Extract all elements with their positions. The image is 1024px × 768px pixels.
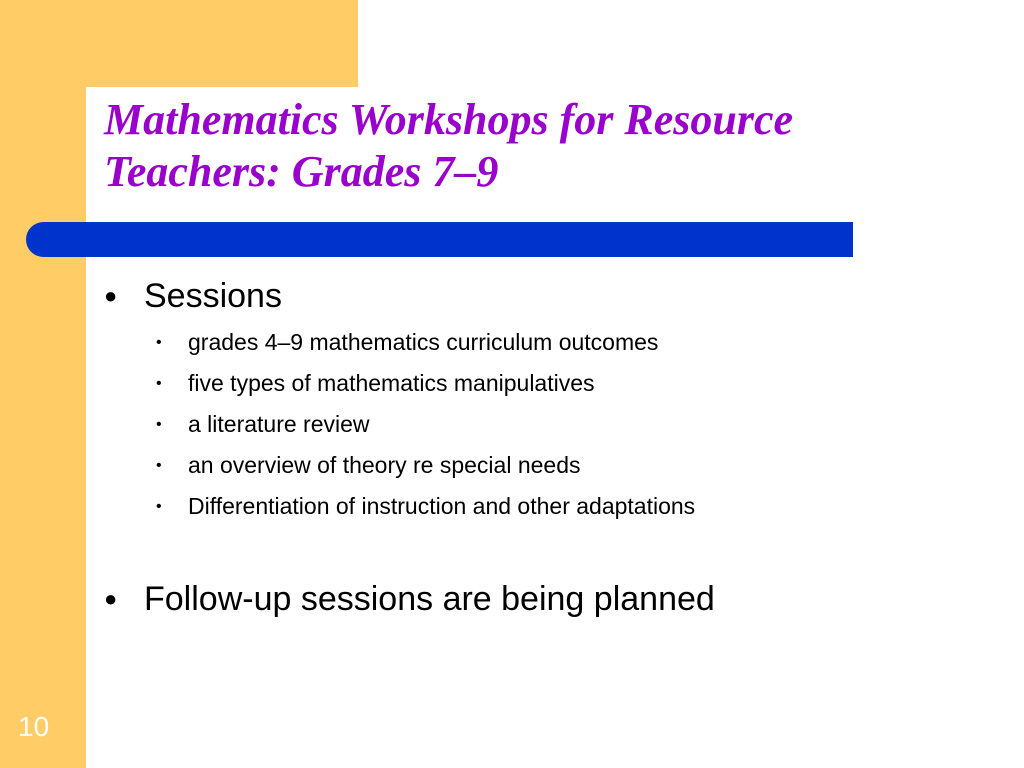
sub-bullet-dot-icon: • [156, 498, 162, 515]
sub-bullet-dot-icon: • [156, 334, 162, 351]
sub-bullet-text: an overview of theory re special needs [188, 452, 581, 478]
left-decorative-band [0, 0, 86, 768]
sub-bullet-item [156, 369, 595, 398]
bullet-item-sessions [104, 276, 282, 316]
sub-bullet-text: grades 4–9 mathematics curriculum outcomes [188, 329, 659, 355]
bullet-dot-icon: ● [104, 283, 118, 308]
sub-bullet-item [156, 492, 695, 521]
slide-title-line-2: Teachers: Grades 7–9 [104, 147, 499, 196]
slide-title-line-1: Mathematics Workshops for Resource [104, 95, 794, 144]
sub-bullet-item [156, 328, 658, 357]
sub-bullet-item [156, 410, 370, 439]
bullet-text: Sessions [144, 277, 282, 315]
sub-bullet-text: five types of mathematics manipulatives [188, 370, 595, 396]
sub-bullet-dot-icon: • [156, 375, 162, 392]
sub-bullet-item [156, 451, 581, 480]
slide-title [104, 94, 984, 198]
bullet-item-follow-up [104, 579, 715, 619]
bullet-text: Follow-up sessions are being planned [144, 580, 715, 618]
bullet-dot-icon: ● [104, 586, 118, 611]
sub-bullet-dot-icon: • [156, 416, 162, 433]
slide-number: 10 [18, 711, 50, 742]
sub-bullet-text: a literature review [188, 411, 370, 437]
sub-bullet-dot-icon: • [156, 457, 162, 474]
title-underline-bar [26, 222, 853, 257]
sub-bullet-text: Differentiation of instruction and other adaptations [188, 493, 696, 519]
top-decorative-band [0, 0, 358, 87]
